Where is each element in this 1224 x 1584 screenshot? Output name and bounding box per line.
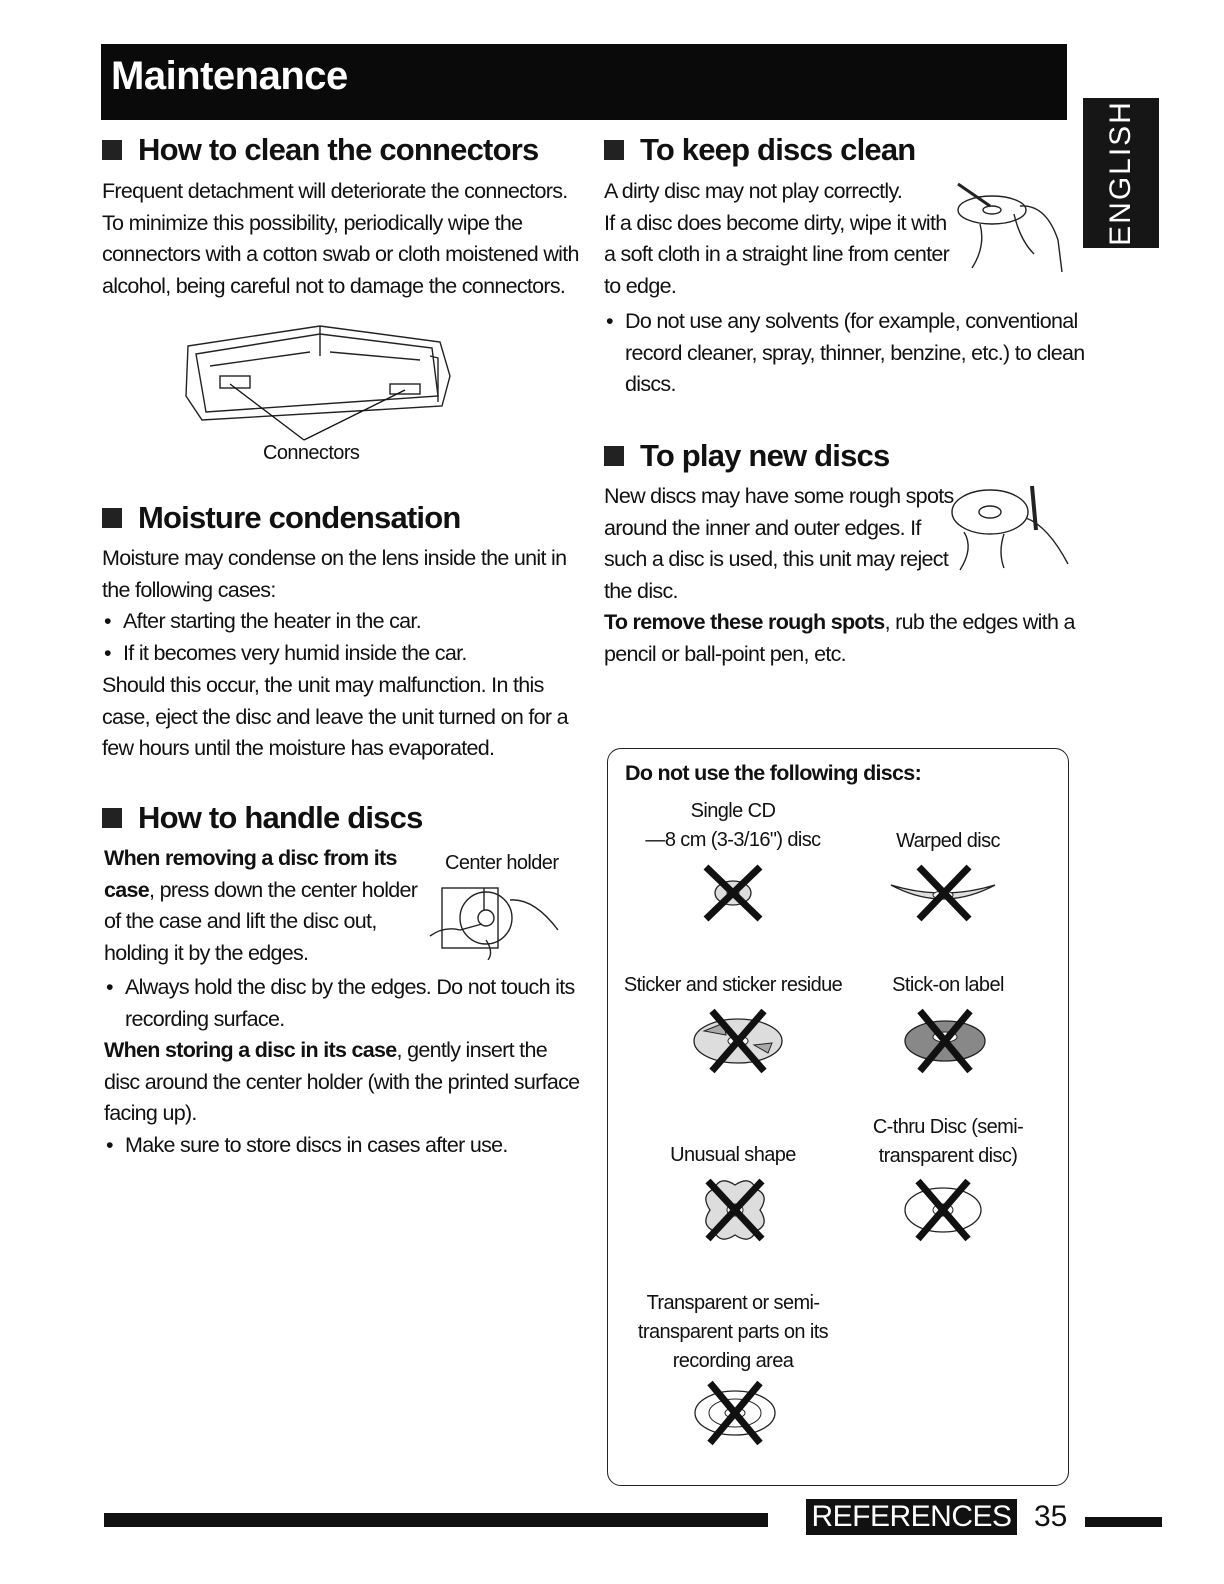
moisture-intro: Moisture may condense on the lens inside the unit in the following cases: [102, 546, 567, 602]
section-heading-new-discs: To play new discs [604, 438, 889, 474]
heading-square-icon [102, 140, 122, 160]
disc-item-label: Single CD —8 cm (3-3/16") disc [645, 800, 821, 851]
page-title: Maintenance [111, 54, 348, 98]
list-item: • Always hold the disc by the edges. Do not touch its recording surface. [104, 972, 575, 1035]
new-discs-text: New discs may have some rough spots around the inner and outer edges. If such a disc is used, this unit may reject the disc. To remove these rough spots, rub the edges with a pencil or ball-point pen, etc. [604, 484, 1075, 666]
moisture-bullets [102, 606, 467, 669]
handle-removing-text: When removing a disc from its case, press down the center holder of the case and lift the disc out, holding it by the edges. [104, 846, 418, 965]
handle-bullet-1 [104, 972, 575, 1035]
disc-item-label: Sticker and sticker residue [623, 974, 843, 996]
crossed-label-disc-icon [900, 1005, 990, 1077]
rough-edge-disc-illustration [944, 478, 1074, 578]
list-item: • Make sure to store discs in cases after use. [104, 1130, 508, 1162]
heading-square-icon [604, 140, 624, 160]
crossed-warped-disc-icon [885, 861, 1001, 925]
center-holder-illustration [424, 880, 564, 960]
disc-item-label: Transparent or semi- transparent parts on its recording area [637, 1292, 829, 1372]
connectors-caption: Connectors [263, 442, 360, 464]
crossed-unusual-shape-disc-icon [700, 1175, 770, 1245]
page-number: 35 [1034, 1500, 1068, 1533]
heading-square-icon [604, 446, 624, 466]
footer-rule-tail [1085, 1517, 1162, 1527]
disc-item-label: Warped disc [896, 830, 1000, 852]
do-not-use-title: Do not use the following discs: [625, 761, 922, 785]
moisture-outro: Should this occur, the unit may malfunction. In this case, eject the disc and leave the unit turned on for a few hours until the moisture has evaporated. [102, 673, 568, 760]
connectors-text: Frequent detachment will deteriorate the connectors. To minimize this possibility, periodically wipe the connectors with a cotton swab or cloth moistened with alcohol, being careful not to damage the connectors. [102, 179, 579, 298]
list-item: • Do not use any solvents (for example, conventional record cleaner, spray, thinner, benzine, etc.) to clean discs. [604, 306, 1084, 401]
footer-section-label: REFERENCES [806, 1499, 1017, 1535]
list-item: • If it becomes very humid inside the car. [102, 638, 467, 670]
faceplate-connectors-illustration [180, 316, 460, 446]
crossed-small-disc-icon [698, 861, 768, 925]
list-item: • After starting the heater in the car. [102, 606, 467, 638]
language-tab [1083, 98, 1159, 248]
keep-clean-bullet [604, 306, 1084, 401]
crossed-cthru-disc-icon [898, 1175, 988, 1245]
section-heading-connectors: How to clean the connectors [102, 132, 538, 168]
keep-clean-text: A dirty disc may not play correctly. If a disc does become dirty, wipe it with a soft cloth in a straight line from center to edge. [604, 179, 950, 298]
section-heading-handle-discs: How to handle discs [102, 800, 423, 836]
handle-storing-text: When storing a disc in its case, gently insert the disc around the center holder (with the printed surface facing up). [104, 1038, 580, 1125]
handle-bullet-2 [104, 1130, 508, 1162]
crossed-sticker-disc-icon [688, 1005, 788, 1077]
page-title-bar [101, 44, 1067, 120]
center-holder-caption: Center holder [445, 852, 559, 874]
disc-item-label: C-thru Disc (semi- transparent disc) [872, 1116, 1024, 1167]
do-not-use-discs-box [607, 748, 1069, 1486]
section-heading-keep-clean: To keep discs clean [604, 132, 915, 168]
section-heading-moisture: Moisture condensation [102, 500, 461, 536]
footer-rule [104, 1513, 768, 1527]
crossed-transparent-area-disc-icon [690, 1377, 780, 1449]
disc-item-label: Unusual shape [670, 1144, 796, 1166]
disc-item-label: Stick-on label [892, 974, 1004, 996]
heading-square-icon [102, 808, 122, 828]
wipe-disc-illustration [950, 180, 1075, 280]
language-tab-label: ENGLISH [1104, 100, 1137, 246]
heading-square-icon [102, 508, 122, 528]
